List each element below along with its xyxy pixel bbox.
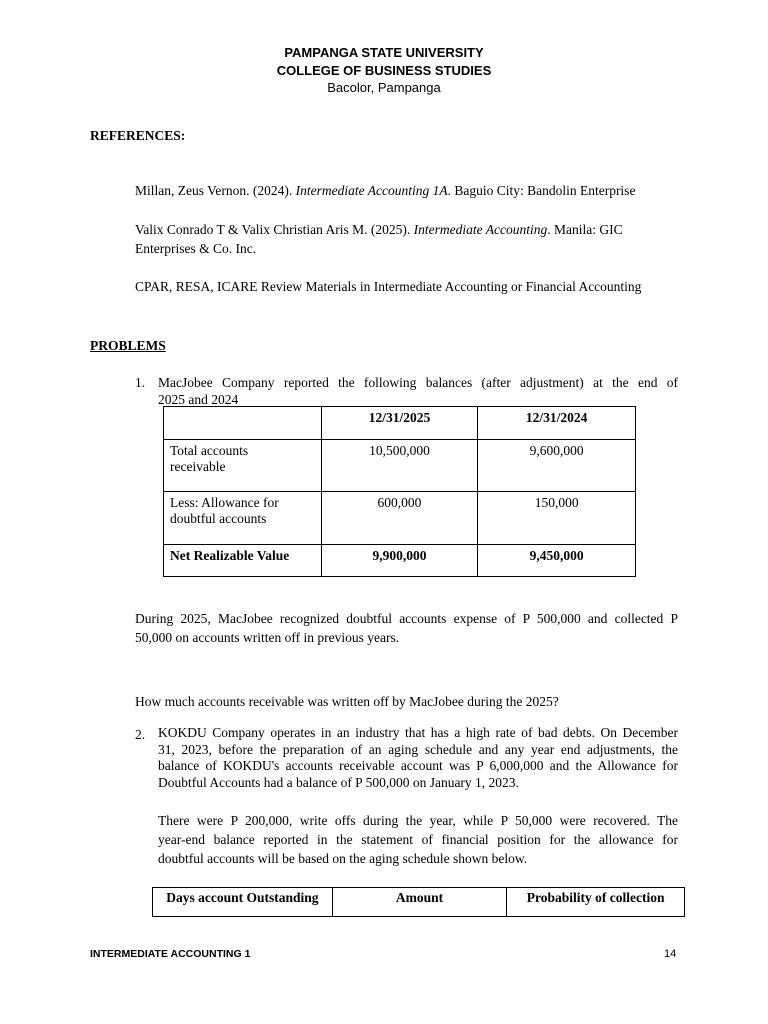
problems-heading: PROBLEMS [90,338,166,353]
row-value-2024: 9,450,000 [478,545,636,577]
aging-header-amount: Amount [332,888,507,917]
row-label: Less: Allowance for doubtful accounts [164,492,322,545]
table-row [164,492,636,545]
problem-2-para2-line1: There were P 200,000, write offs during the year, while P 50,000 were recovered. The [158,813,678,828]
row-value-2025: 10,500,000 [321,440,478,492]
table-header-blank [164,407,322,440]
problem-1-number: 1. [135,375,146,390]
location: Bacolor, Pampanga [327,80,441,95]
references-heading: REFERENCES: [90,128,186,143]
reference-item-2: Valix Conrado T & Valix Christian Aris M. (2025). Intermediate Accounting. Manila: GIC [135,222,623,237]
aging-header-probability: Probability of collection [507,888,685,917]
table-header-2025: 12/31/2025 [321,407,478,440]
problem-2-para1-line1: KOKDU Company operates in an industry that has a high rate of bad debts. On December [158,725,678,740]
table-row [164,440,636,492]
problem-1-intro-line1: MacJobee Company reported the following balances (after adjustment) at the end of [158,375,678,390]
table-header-2024: 12/31/2024 [478,407,636,440]
college-name: COLLEGE OF BUSINESS STUDIES [276,63,492,78]
problem-2-para2-line2: year-end balance reported in the statement of financial position for the allowance for [158,832,678,847]
problem-1-intro-line2: 2025 and 2024 [158,392,239,407]
row-value-2025: 600,000 [321,492,478,545]
aging-header-days: Days account Outstanding [153,888,333,917]
problem-2-para1-line3: balance of KOKDU's accounts receivable account was P 6,000,000 and the Allowance for [158,758,678,773]
problem-2-para1-line2: 31, 2023, before the preparation of an aging schedule and any year end adjustments, the [158,742,678,757]
page-number: 14 [664,948,677,960]
table-header-row [164,407,636,440]
reference-item-1: Millan, Zeus Vernon. (2024). Intermediate Accounting 1A. Baguio City: Bandolin Enterprise [135,183,636,198]
problem-2-number: 2. [135,727,146,742]
balances-table [163,406,636,577]
row-label: Net Realizable Value [164,545,322,577]
footer-title: INTERMEDIATE ACCOUNTING 1 [90,948,251,960]
university-name: PAMPANGA STATE UNIVERSITY [284,45,484,60]
problem-1-para-line1: During 2025, MacJobee recognized doubtful accounts expense of P 500,000 and collected P [135,611,678,626]
problem-1-question: How much accounts receivable was written off by MacJobee during the 2025? [135,694,559,709]
problem-2-para2-line3: doubtful accounts will be based on the aging schedule shown below. [158,851,528,866]
aging-schedule-table [152,887,685,917]
row-value-2025: 9,900,000 [321,545,478,577]
reference-item-2-line2: Enterprises & Co. Inc. [135,241,257,256]
row-label: Total accounts receivable [164,440,322,492]
problem-2-para1-line4: Doubtful Accounts had a balance of P 500,000 on January 1, 2023. [158,775,519,790]
row-value-2024: 150,000 [478,492,636,545]
problem-1-para-line2: 50,000 on accounts written off in previous years. [135,630,400,645]
row-value-2024: 9,600,000 [478,440,636,492]
reference-item-3: CPAR, RESA, ICARE Review Materials in Intermediate Accounting or Financial Accounting [135,279,642,294]
aging-header-row [153,888,685,917]
table-row-total [164,545,636,577]
